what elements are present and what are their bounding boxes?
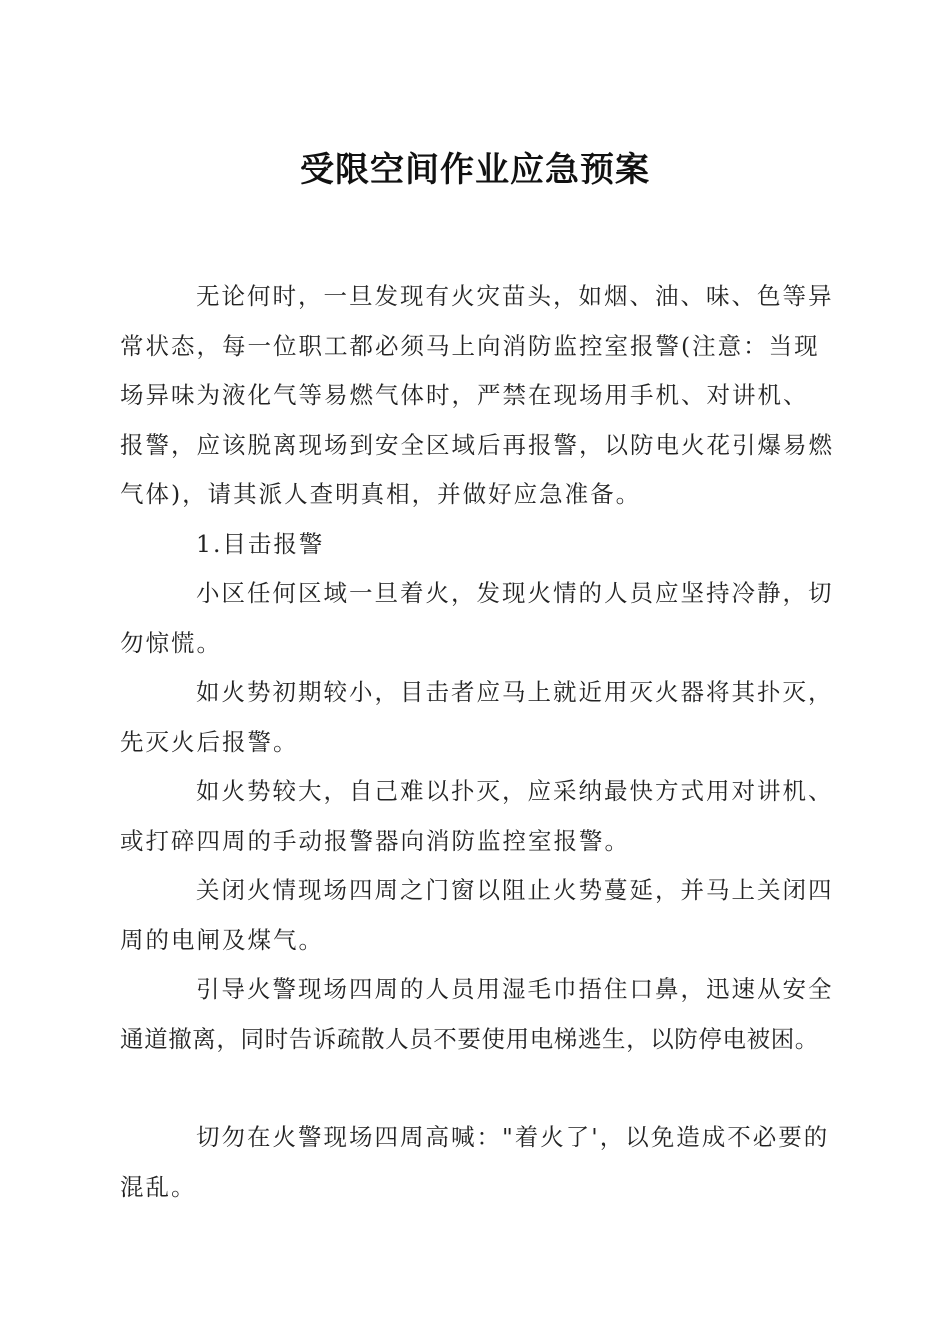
text-line: 场异味为液化气等易燃气体时，严禁在现场用手机、对讲机、: [120, 381, 809, 409]
text-line: 关闭火情现场四周之门窗以阻止火势蔓延，并马上关闭四: [196, 876, 834, 904]
text-line: 或打碎四周的手动报警器向消防监控室报警。: [120, 826, 630, 855]
text-line: 无论何时，一旦发现有火灾苗头，如烟、油、味、色等异: [196, 282, 834, 310]
text-line: 先灭火后报警。: [120, 727, 299, 756]
text-line: 引导火警现场四周的人员用湿毛巾捂住口鼻，迅速从安全: [196, 975, 834, 1003]
text-line: 如火势初期较小，目击者应马上就近用灭火器将其扑灭，: [196, 678, 834, 706]
paragraph-stay-calm: [120, 569, 838, 668]
text-line: 切勿在火警现场四周高喊："着火了'，以免造成不必要的: [196, 1123, 830, 1151]
text-line: 1.目击报警: [196, 529, 325, 558]
text-line: 常状态，每一位职工都必须马上向消防监控室报警(注意：当现: [120, 331, 820, 360]
text-line: 周的电闸及煤气。: [120, 925, 324, 954]
paragraph-large-fire: [120, 767, 838, 866]
document-body: [120, 272, 838, 1212]
paragraph-fire-alarm-general: [120, 272, 838, 520]
text-line: 勿惊慌。: [120, 628, 222, 657]
paragraph-evacuation: [120, 965, 838, 1064]
document-title: 受限空间作业应急预案: [300, 150, 650, 190]
text-line: 气体)，请其派人查明真相，并做好应急准备。: [120, 480, 642, 508]
text-line: 报警，应该脱离现场到安全区域后再报警，以防电火花引爆易燃: [120, 430, 834, 459]
text-line: 混乱。: [120, 1172, 197, 1201]
paragraph-small-fire: [120, 668, 838, 767]
paragraph-no-shouting: [120, 1113, 838, 1212]
text-line: 小区任何区域一旦着火，发现火情的人员应坚持冷静，切: [196, 579, 834, 607]
text-line: 通道撤离，同时告诉疏散人员不要使用电梯逃生，以防停电被困。: [120, 1024, 819, 1053]
section-heading-witness-alarm: [120, 520, 838, 570]
text-line: 如火势较大，自己难以扑灭，应采纳最快方式用对讲机、: [196, 777, 834, 805]
paragraph-close-doors: [120, 866, 838, 965]
